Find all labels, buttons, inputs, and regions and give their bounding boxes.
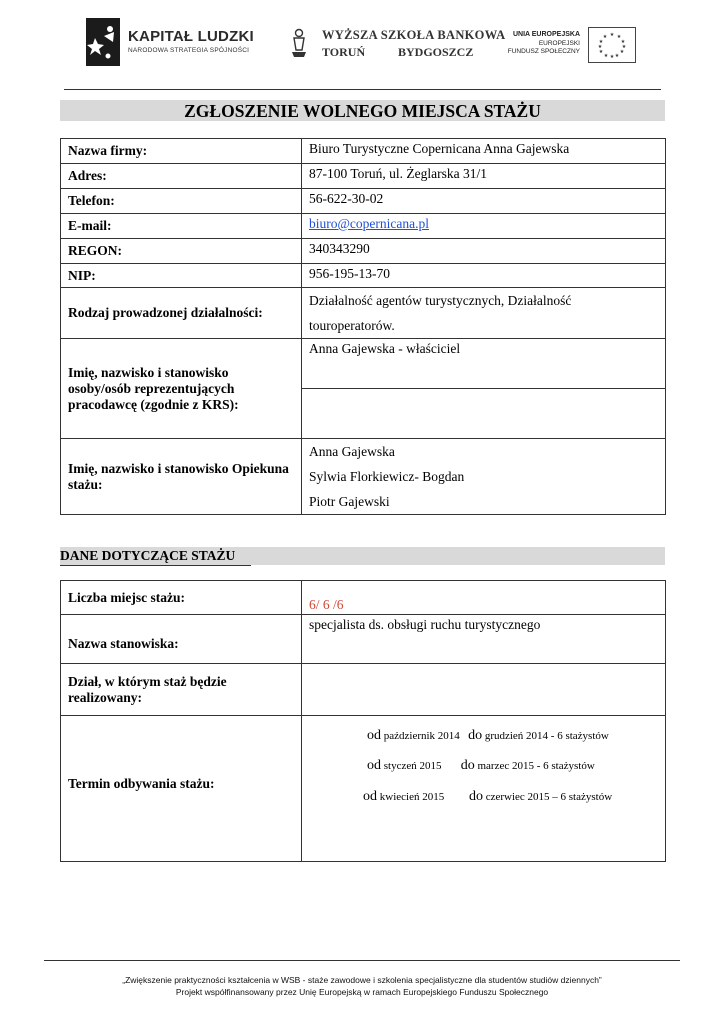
- wsb-city-bydgoszcz: BYDGOSZCZ: [398, 45, 474, 59]
- svg-text:★: ★: [609, 32, 615, 38]
- regon-value: 340343290: [302, 239, 666, 264]
- kapital-ludzki-logo: [86, 18, 256, 70]
- table-row: [61, 264, 666, 288]
- mentor-value: [302, 439, 666, 515]
- wsb-crest-icon: [290, 28, 308, 58]
- svg-text:★: ★: [619, 49, 625, 55]
- term-do: do: [460, 758, 475, 773]
- eu-line-1: UNIA EUROPEJSKA: [512, 31, 580, 38]
- internship-section-bar: [60, 547, 665, 565]
- table-row: [61, 214, 666, 239]
- footer-divider: [44, 960, 680, 961]
- table-row: [61, 189, 666, 214]
- company-name-value: Biuro Turystyczne Copernicana Anna Gajewska: [302, 139, 666, 164]
- table-row: [61, 439, 666, 515]
- table-row: [61, 164, 666, 189]
- svg-text:★: ★: [598, 49, 604, 55]
- address-value: 87-100 Toruń, ul. Żeglarska 31/1: [302, 164, 666, 189]
- table-row: [61, 288, 666, 339]
- nip-value: 956-195-13-70: [302, 264, 666, 288]
- company-name-label: Nazwa firmy:: [61, 139, 302, 164]
- eu-line-2: EUROPEJSKI: [538, 39, 580, 47]
- svg-text:★: ★: [598, 39, 604, 45]
- table-row: [61, 139, 666, 164]
- term-to: marzec 2015 - 6 stażystów: [477, 760, 595, 772]
- activity-value: [302, 288, 666, 339]
- term-from: styczeń 2015: [383, 760, 442, 772]
- eu-flag-icon: [588, 27, 636, 63]
- address-label: Adres:: [61, 164, 302, 189]
- svg-text:★: ★: [620, 39, 626, 45]
- form-title-bar: [60, 100, 665, 121]
- footer-funding-note: Projekt współfinansowany przez Unię Europejską w ramach Europejskiego Funduszu Społecznego: [175, 987, 549, 997]
- activity-label: Rodzaj prowadzonej działalności:: [61, 288, 302, 339]
- phone-label: Telefon:: [61, 189, 302, 214]
- internship-table: [60, 580, 666, 862]
- mentor-1: Anna Gajewska: [309, 444, 395, 459]
- header-divider: [64, 89, 661, 90]
- svg-text:★: ★: [603, 53, 609, 59]
- representative-label: Imię, nazwisko i stanowisko osoby/osób reprezentujących pracodawcę (zgodnie z KRS):: [61, 339, 302, 439]
- svg-text:★: ★: [614, 53, 620, 59]
- term-od: od: [363, 789, 377, 804]
- svg-text:★: ★: [609, 54, 615, 60]
- kapital-ludzki-emblem-icon: [86, 18, 120, 66]
- representative-value: Anna Gajewska - właściciel: [302, 339, 666, 389]
- term-from: kwiecień 2015: [379, 791, 445, 803]
- company-table: [60, 138, 666, 515]
- email-link[interactable]: biuro@copernicana.pl: [309, 216, 430, 231]
- term-od: od: [367, 758, 381, 773]
- term-do: do: [468, 789, 483, 804]
- mentor-3: Piotr Gajewski: [309, 494, 390, 509]
- wsb-city-torun: TORUŃ: [322, 45, 366, 59]
- kapital-ludzki-title: KAPITAŁ LUDZKI: [128, 28, 254, 45]
- term-do: do: [468, 728, 483, 743]
- term-line-2: [367, 758, 595, 774]
- svg-text:★: ★: [621, 44, 627, 50]
- table-row: [61, 239, 666, 264]
- email-label: E-mail:: [61, 214, 302, 239]
- representative-value-2: [302, 389, 666, 439]
- activity-line-2: touroperatorów.: [309, 318, 395, 333]
- places-label: Liczba miejsc stażu:: [61, 581, 302, 615]
- term-od: od: [367, 728, 381, 743]
- table-row: [61, 339, 666, 389]
- table-row: [61, 615, 666, 664]
- wsb-name: WYŻSZA SZKOŁA BANKOWA: [322, 28, 506, 42]
- form-title: ZGŁOSZENIE WOLNEGO MIEJSCA STAŻU: [184, 101, 541, 121]
- mentor-label: Imię, nazwisko i stanowisko Opiekuna stażu:: [61, 439, 302, 515]
- eu-label: [500, 31, 580, 57]
- svg-text:★: ★: [597, 44, 603, 50]
- footer-project-title: „Zwiększenie praktyczności kształcenia w WSB - staże zawodowe i szkolenia specjalistyczne dla studentów studiów dziennych”: [122, 975, 602, 985]
- table-row: [61, 581, 666, 615]
- places-value: 6/ 6 /6: [309, 597, 344, 612]
- eu-line-3: FUNDUSZ SPOŁECZNY: [507, 48, 580, 55]
- term-from: październik 2014: [383, 730, 460, 742]
- wsb-logo: [290, 24, 506, 68]
- phone-value: 56-622-30-02: [302, 189, 666, 214]
- term-label: Termin odbywania stażu:: [61, 716, 302, 862]
- term-to: czerwiec 2015 – 6 stażystów: [485, 791, 613, 803]
- term-line-3: [363, 789, 612, 805]
- position-label: Nazwa stanowiska:: [61, 615, 302, 664]
- nip-label: NIP:: [61, 264, 302, 288]
- table-row: [61, 716, 666, 862]
- regon-label: REGON:: [61, 239, 302, 264]
- term-line-1: [367, 728, 609, 744]
- position-value: specjalista ds. obsługi ruchu turystycznego: [302, 615, 666, 664]
- svg-text:★: ★: [602, 34, 608, 40]
- svg-text:★: ★: [616, 34, 622, 40]
- term-value: [302, 716, 666, 862]
- table-row: [61, 664, 666, 716]
- department-label: Dział, w którym staż będzie realizowany:: [61, 664, 302, 716]
- activity-line-1: Działalność agentów turystycznych, Działalność: [309, 293, 572, 308]
- mentor-2: Sylwia Florkiewicz- Bogdan: [309, 469, 465, 484]
- internship-section-title: DANE DOTYCZĄCE STAŻU: [60, 548, 236, 563]
- section-underline: [60, 565, 251, 566]
- department-value: [302, 664, 666, 716]
- term-to: grudzień 2014 - 6 stażystów: [484, 730, 609, 742]
- kapital-ludzki-subtitle: NARODOWA STRATEGIA SPÓJNOŚCI: [128, 47, 250, 54]
